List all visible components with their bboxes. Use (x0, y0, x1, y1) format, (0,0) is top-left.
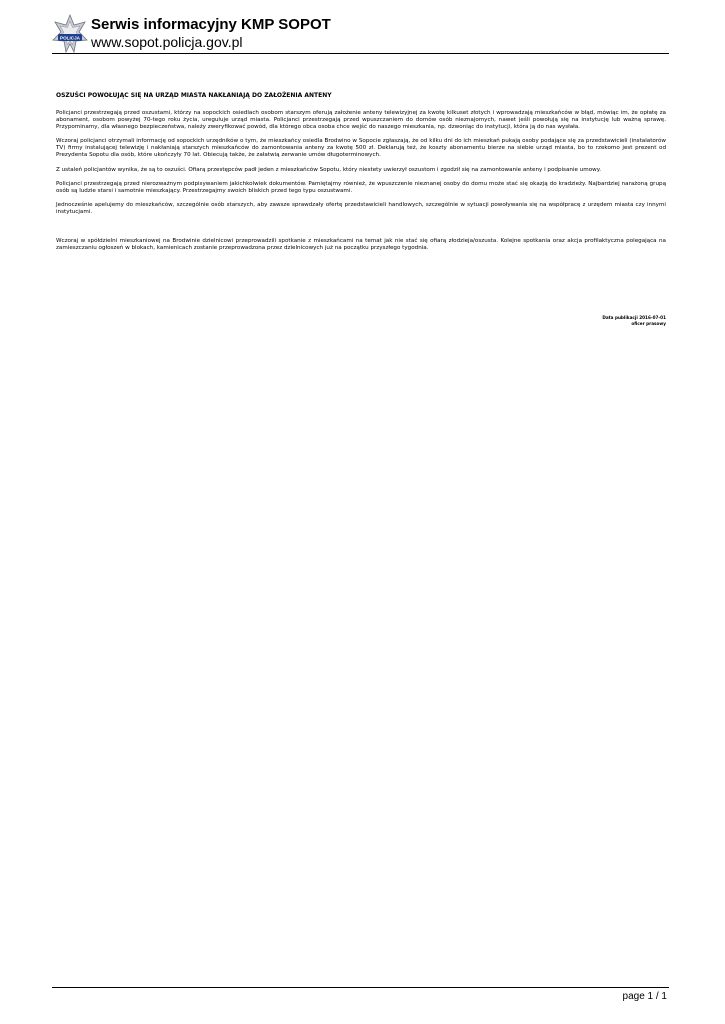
publication-date: Data publikacji 2016-07-01 (602, 315, 666, 320)
article-paragraph-5: Jednocześnie apelujemy do mieszkańców, szczególnie osób starszych, aby zawsze sprawdzały ofertę przedstawicieli handlowych, szczególnie w sytuacji powoływania się na współpracę z urzędem miasta czy innymi instytucjami. (56, 201, 666, 215)
page-number: page 1 / 1 (622, 991, 667, 1002)
article-paragraph-1: Policjanci przestrzegają przed oszustami, którzy na sopockich osiedlach osobom starszym oferują założenie anteny telewizyjnej za kwotę kilkuset złotych i wprowadzają mieszkańców w błąd, mówiąc im, że opłatę za abonament, osobom powyżej 70-tego roku życia, ureguluje urząd miasta. Policjanci przestrzegają przed wpuszczaniem do domów osób nieznajomych, nawet jeśli powołują się na instytucję lub ważną sprawę. Przypominamy, dla własnego bezpieczeństwa, należy zweryfikować powód, dla którego obca osoba chce wejść do naszego mieszkania, np. dzwoniąc do instytucji, która ją do nas wysłała. (56, 110, 666, 131)
article-title: OSZUŚCI POWOŁUJĄC SIĘ NA URZĄD MIASTA NAKŁANIAJĄ DO ZAŁOŻENIA ANTENY (56, 92, 332, 99)
header-divider (52, 53, 669, 54)
publication-info (602, 315, 666, 326)
page-header (52, 14, 668, 56)
article-author: oficer prasowy (631, 320, 666, 326)
footer-divider (52, 987, 669, 988)
logo-text: POLICJA (60, 35, 80, 41)
article (56, 92, 666, 259)
article-paragraph-2: Wczoraj policjanci otrzymali informację od sopockich urzędników o tym, że mieszkańcy osiedla Brodwino w Sopocie zgłaszają, że od kilku dni do ich mieszkań pukają osoby podające się za przedstawicieli (instalatorów TV) firmy instalującej telewizję i nakłaniają starszych mieszkańców do zamontowania anteny za kwotę 500 zł. Deklarują też, że koszty abonamentu bierze na siebie urząd miasta, bo to rzekomo jest prezent od Prezydenta Sopotu dla osób, które ukończyły 70 lat. Obiecują także, że załatwią zerwanie umów długoterminowych. (56, 138, 666, 159)
police-star-logo-icon (52, 14, 88, 54)
site-url[interactable]: www.sopot.policja.gov.pl (91, 34, 243, 50)
site-title: Serwis informacyjny KMP SOPOT (91, 16, 331, 33)
article-paragraph-3: Z ustaleń policjantów wynika, że są to oszuści. Ofiarą przestępców padł jeden z mieszkańców Sopotu, który niestety uwierzył oszustom i zgodził się na zamontowanie anteny i podpisanie umowy. (56, 166, 601, 173)
article-paragraph-6: Wczoraj w spółdzielni mieszkaniowej na Brodwinie dzielnicowi przeprowadzili spotkanie z mieszkańcami na temat jak nie stać się ofiarą złodzieja/oszusta. Kolejne spotkania oraz akcja profilaktyczna polegająca na zamieszczaniu ogłoszeń w blokach, kamienicach zostanie przeprowadzona przez dzielnicowych już na początku przyszłego tygodnia. (56, 238, 666, 252)
article-paragraph-4: Policjanci przestrzegają przed nierozważnym podpisywaniem jakichkolwiek dokumentów. Pamiętajmy również, że wpuszczenie nieznanej osoby do domu może stać się okazją do kradzieży. Najbardziej narażoną grupą osób są ludzie starsi i samotnie mieszkający. Przestrzegajmy swoich bliskich przed tego typu oszustwami. (56, 180, 666, 194)
